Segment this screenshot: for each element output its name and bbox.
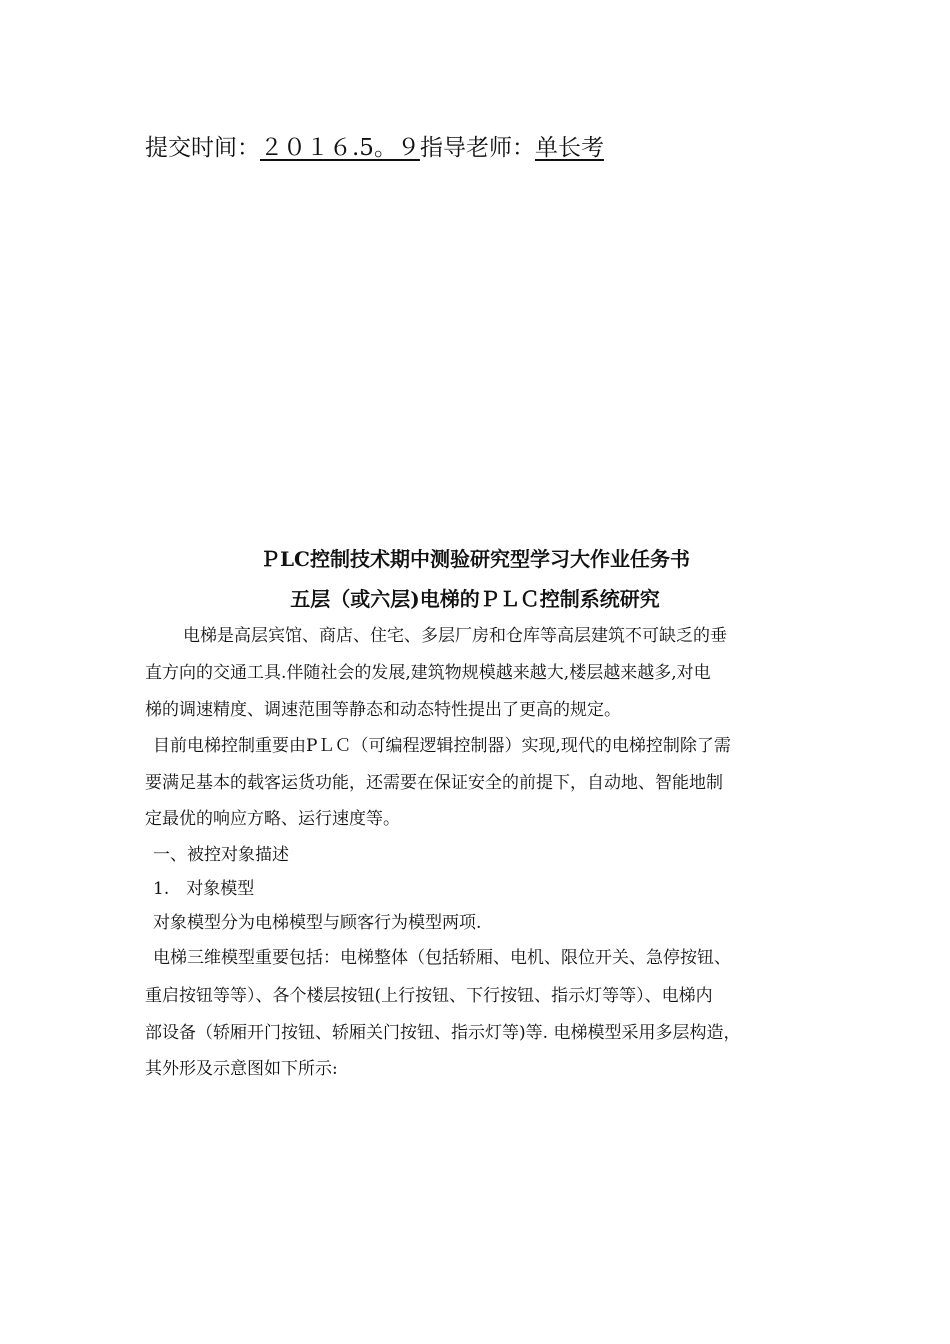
document-subtitle: 五层（或六层)电梯的ＰＬＣ控制系统研究	[290, 587, 660, 611]
paragraph-line: 直方向的交通工具.伴随社会的发展,建筑物规模越来越大,楼层越来越多,对电	[145, 663, 711, 683]
advisor-name: 单长考	[534, 135, 604, 161]
subsection-heading: 1. 对象模型	[153, 879, 255, 899]
advisor-label: 指导老师：	[419, 135, 535, 161]
paragraph-line: 定最优的响应方略、运行速度等。	[145, 809, 400, 829]
submit-time-label: 提交时间：	[145, 135, 260, 161]
document-title: ＰLC控制技术期中测验研究型学习大作业任务书	[260, 547, 690, 571]
paragraph-line: 目前电梯控制重要由PＬＣ（可编程逻辑控制器）实现,现代的电梯控制除了需	[153, 736, 731, 756]
paragraph-line: 对象模型分为电梯模型与顾客行为模型两项.	[153, 913, 482, 933]
submit-date: ２０１６.5。９	[260, 135, 420, 161]
paragraph-line: 其外形及示意图如下所示:	[145, 1059, 338, 1079]
submission-info	[145, 131, 604, 165]
paragraph-line: 电梯是高层宾馆、商店、住宅、多层厂房和仓库等高层建筑不可缺乏的垂	[183, 626, 727, 646]
section-heading: 一、被控对象描述	[153, 845, 289, 865]
paragraph-line: 梯的调速精度、调速范围等静态和动态特性提出了更高的规定。	[145, 700, 621, 720]
paragraph-line: 重启按钮等等）、各个楼层按钮(上行按钮、下行按钮、指示灯等等）、电梯内	[145, 986, 713, 1006]
paragraph-line: 要满足基本的载客运货功能，还需要在保证安全的前提下，自动地、智能地制	[145, 773, 723, 793]
paragraph-line: 电梯三维模型重要包括：电梯整体（包括轿厢、电机、限位开关、急停按钮、	[153, 948, 731, 968]
paragraph-line: 部设备（轿厢开门按钮、轿厢关门按钮、指示灯等)等. 电梯模型采用多层构造，	[145, 1023, 741, 1043]
